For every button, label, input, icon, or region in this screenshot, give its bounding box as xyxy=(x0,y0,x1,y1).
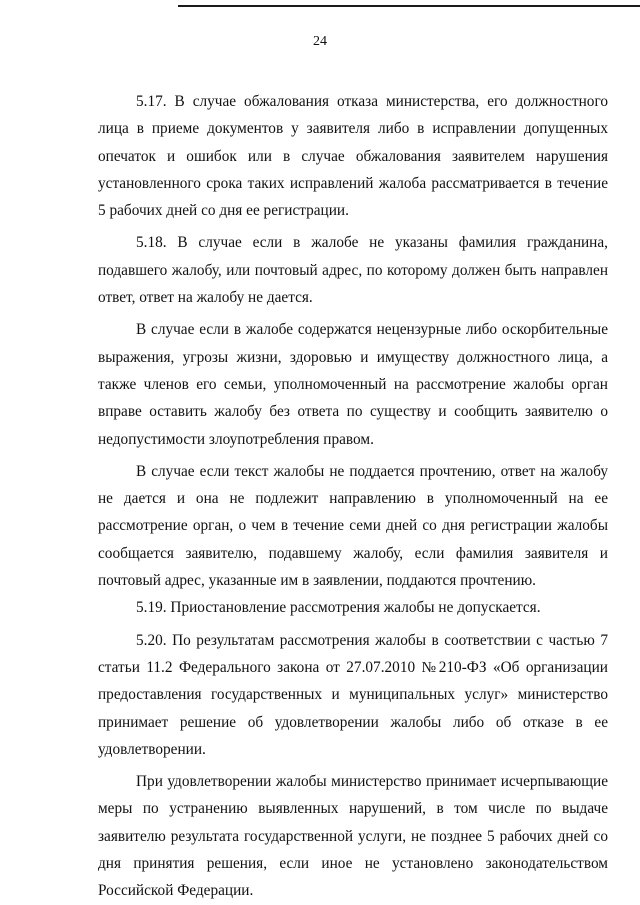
page-number: 24 xyxy=(313,34,327,49)
paragraph-illegible-text: В случае если текст жалобы не поддается прочтению, ответ на жалобу не дается и она не подлежит направлению в уполномоченный на ее рассмотрение орган, о чем в течение семи дней со дня регистрации жалобы сообщается заявителю, подавшему жалобу, если фамилия заявителя и почтовый адрес, указанные им в заявлении, поддаются прочтению. xyxy=(98,462,608,590)
paragraph-5-20: 5.20. По результатам рассмотрения жалобы в соответствии с частью 7 статьи 11.2 Федерального закона от 27.07.2010 №210-ФЗ «Об организации предоставления государственных и муниципальных услуг» министерство принимает решение об удовлетворении жалобы либо об отказе в ее удовлетворении. xyxy=(98,631,608,758)
paragraph-5-19: 5.19. Приостановление рассмотрения жалобы не допускается. xyxy=(136,599,541,617)
document-body xyxy=(98,88,608,905)
paragraph-5-18: 5.18. В случае если в жалобе не указаны фамилия гражданина, подавшего жалобу, или почтовый адрес, по которому должен быть направлен ответ, ответ на жалобу не дается. xyxy=(98,234,608,307)
paragraph-obscene-language: В случае если в жалобе содержатся нецензурные либо оскорбительные выражения, угрозы жизни, здоровью и имуществу должностного лица, а также членов его семьи, уполномоченный на рассмотрение жалобы орган вправе оставить жалобу без ответа по существу и сообщить заявителю о недопустимости злоупотребления правом. xyxy=(98,321,608,448)
top-rule xyxy=(178,5,640,7)
paragraph-satisfaction-measures: При удовлетворении жалобы министерство принимает исчерпывающие меры по устранению выявленных нарушений, в том числе по выдаче заявителю результата государственной услуги, не позднее 5 рабочих дней со дня принятия решения, если иное не установлено законодательством Российской Федерации. xyxy=(98,773,608,900)
paragraph-5-17: 5.17. В случае обжалования отказа министерства, его должностного лица в приеме документов у заявителя либо в исправлении допущенных опечаток и ошибок или в случае обжалования заявителем нарушения установленного срока таких исправлений жалоба рассматривается в течение 5 рабочих дней со дня ее регистрации. xyxy=(98,93,608,220)
